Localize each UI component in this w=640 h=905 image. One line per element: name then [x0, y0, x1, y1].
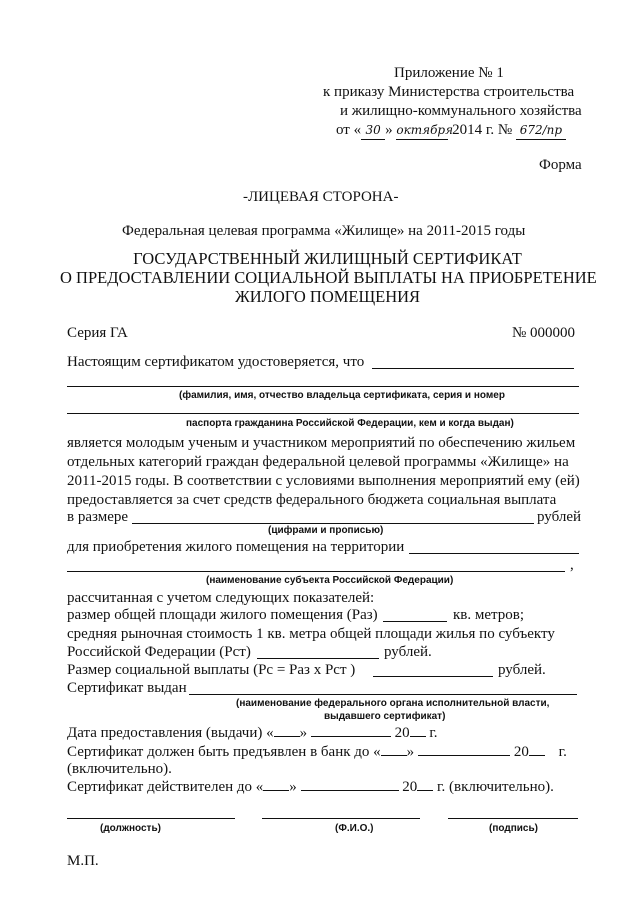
- caption-signature: (подпись): [489, 823, 538, 834]
- region-comma: ,: [570, 557, 574, 573]
- payment-size-unit: рублей.: [498, 662, 546, 678]
- side-label: -ЛИЦЕВАЯ СТОРОНА-: [243, 189, 399, 205]
- caption-amount: (цифрами и прописью): [268, 525, 384, 536]
- issue-date-close: »: [299, 725, 308, 741]
- valid-year-prefix: 20: [402, 779, 418, 795]
- territory-label: для приобретения жилого помещения на территории: [67, 539, 405, 555]
- title-line-1: ГОСУДАРСТВЕННЫЙ ЖИЛИЩНЫЙ СЕРТИФИКАТ: [133, 249, 522, 268]
- date-mid: »: [385, 122, 393, 138]
- issue-date-line: [67, 723, 438, 742]
- signature-field[interactable]: [448, 818, 578, 819]
- valid-until-line: [67, 777, 554, 796]
- certifies-text: Настоящим сертификатом удостоверяется, что: [67, 354, 365, 370]
- rst-field[interactable]: [257, 658, 379, 659]
- body-line-1: является молодым ученым и участником мероприятий по обеспечению жильем: [67, 435, 576, 451]
- caption-fio: (фамилия, имя, отчество владельца сертификата, серия и номер: [179, 390, 505, 401]
- territory-field[interactable]: [409, 553, 579, 554]
- appendix-date-line: [336, 121, 566, 140]
- region-field[interactable]: [67, 571, 565, 572]
- program-name: Федеральная целевая программа «Жилище» на 2011-2015 годы: [122, 223, 526, 239]
- body-line-3: 2011-2015 годы. В соответствии с условиями выполнения мероприятий ему (ей): [67, 473, 580, 489]
- caption-region: (наименование субъекта Российской Федерации): [206, 575, 454, 586]
- bank-year-suffix: г.: [558, 744, 567, 760]
- area-unit: кв. метров;: [453, 607, 525, 623]
- date-year: 2014 г. №: [452, 122, 513, 138]
- caption-fio-sign: (Ф.И.О.): [335, 823, 374, 834]
- caption-org-1: (наименование федерального органа исполнительной власти,: [236, 698, 550, 709]
- month-handwritten: октября: [396, 121, 448, 140]
- valid-until-label: Сертификат действителен до «: [67, 779, 264, 795]
- body-line-2: отдельных категорий граждан федеральной целевой программы «Жилище» на: [67, 454, 569, 470]
- rst-unit: рублей.: [384, 644, 432, 660]
- caption-position: (должность): [100, 823, 161, 834]
- issued-by-field[interactable]: [189, 694, 577, 695]
- owner-name-field[interactable]: [372, 368, 574, 369]
- indicators-text: рассчитанная с учетом следующих показателей:: [67, 590, 375, 606]
- day-handwritten: 30: [361, 121, 385, 140]
- amount-field[interactable]: [132, 523, 534, 524]
- issue-date-label: Дата предоставления (выдачи) «: [67, 725, 274, 741]
- valid-month-field[interactable]: [301, 777, 399, 791]
- bank-date-line: [67, 742, 580, 761]
- passport-field[interactable]: [67, 413, 579, 414]
- issue-month-field[interactable]: [311, 723, 391, 737]
- bank-year-field[interactable]: [529, 742, 545, 756]
- order-number-handwritten: 672/пр: [516, 121, 566, 140]
- bank-day-field[interactable]: [381, 742, 407, 756]
- owner-details-field[interactable]: [67, 386, 579, 387]
- issue-year-prefix: 20: [394, 725, 410, 741]
- body-line-4: предоставляется за счет средств федерального бюджета социальная выплата: [67, 492, 557, 508]
- market-price-text: средняя рыночная стоимость 1 кв. метра общей площади жилья по субъекту: [67, 626, 555, 642]
- appendix-line-2: к приказу Министерства строительства: [323, 84, 575, 100]
- valid-year-suffix: г. (включительно).: [437, 779, 554, 795]
- bank-date-close: »: [406, 744, 415, 760]
- payment-size-label: Размер социальной выплаты (Рс = Раз х Рст ): [67, 662, 356, 678]
- appendix-line-3: и жилищно-коммунального хозяйства: [340, 103, 582, 119]
- valid-date-close: »: [289, 779, 297, 795]
- rst-label: Российской Федерации (Рст): [67, 644, 251, 660]
- fio-field[interactable]: [262, 818, 420, 819]
- bank-month-field[interactable]: [418, 742, 510, 756]
- appendix-line-1: Приложение № 1: [394, 65, 504, 81]
- valid-year-field[interactable]: [417, 777, 433, 791]
- certificate-number: № 000000: [512, 325, 576, 341]
- title-line-3: ЖИЛОГО ПОМЕЩЕНИЯ: [234, 287, 421, 306]
- area-field[interactable]: [383, 621, 447, 622]
- form-label: Форма: [539, 157, 582, 173]
- stamp-place: М.П.: [67, 853, 99, 869]
- issue-day-field[interactable]: [274, 723, 300, 737]
- position-field[interactable]: [67, 818, 235, 819]
- area-label: размер общей площади жилого помещения (Раз): [67, 607, 378, 623]
- issued-by-label: Сертификат выдан: [67, 680, 187, 696]
- inclusive-note: (включительно).: [67, 761, 172, 777]
- bank-date-label: Сертификат должен быть предъявлен в банк до «: [67, 744, 381, 760]
- valid-day-field[interactable]: [263, 777, 289, 791]
- issue-year-field[interactable]: [410, 723, 426, 737]
- caption-org-2: выдавшего сертификат): [324, 711, 446, 722]
- amount-currency: рублей: [537, 509, 582, 525]
- amount-label: в размере: [67, 509, 129, 525]
- bank-year-prefix: 20: [513, 744, 529, 760]
- date-prefix: от «: [336, 122, 362, 138]
- payment-size-field[interactable]: [373, 676, 493, 677]
- series-label: Серия ГА: [67, 325, 128, 341]
- issue-year-suffix: г.: [429, 725, 438, 741]
- title-line-2: О ПРЕДОСТАВЛЕНИИ СОЦИАЛЬНОЙ ВЫПЛАТЫ НА ПРИОБРЕТЕНИЕ: [60, 268, 597, 287]
- caption-passport: паспорта гражданина Российской Федерации, кем и когда выдан): [186, 418, 514, 429]
